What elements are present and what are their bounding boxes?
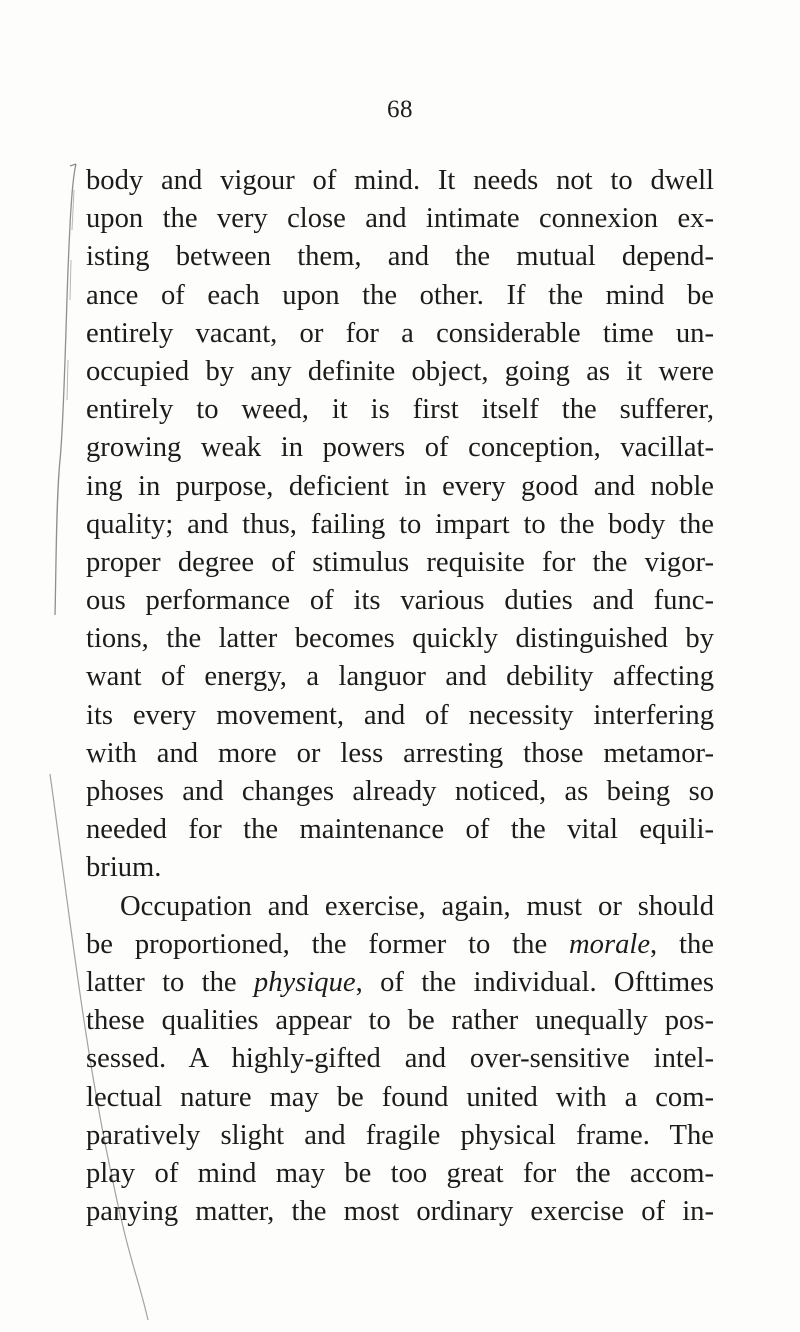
text-line: tions, the latter becomes quickly distinguished by — [86, 623, 714, 655]
body-text — [86, 162, 714, 1231]
text-run: be proportioned, the former to the — [86, 928, 570, 960]
text-line: with and more or less arresting those metamor- — [86, 737, 714, 769]
text-line: ous performance of its various duties and func- — [86, 585, 714, 617]
text-line: proper degree of stimulus requisite for the vigor- — [86, 546, 714, 578]
text-run: latter to the — [86, 966, 254, 998]
text-line: growing weak in powers of conception, vacillat- — [86, 432, 714, 464]
text-line: these qualities appear to be rather unequally pos- — [86, 1005, 714, 1037]
text-line: upon the very close and intimate connexion ex- — [86, 203, 714, 235]
margin-bracket-mark-upper — [54, 160, 84, 620]
text-line: ing in purpose, deficient in every good and noble — [86, 470, 714, 502]
text-line: needed for the maintenance of the vital equili- — [86, 814, 714, 846]
text-line: its every movement, and of necessity interfering — [86, 699, 714, 731]
text-line — [86, 964, 714, 1002]
text-run: , of the individual. Ofttimes — [355, 966, 714, 998]
text-line: paratively slight and fragile physical frame. The — [86, 1119, 714, 1151]
text-line: isting between them, and the mutual depend- — [86, 241, 714, 273]
text-line — [86, 926, 714, 964]
italic-term: physique — [253, 966, 356, 998]
text-line: lectual nature may be found united with a com- — [86, 1081, 714, 1113]
text-line: play of mind may be too great for the accom- — [86, 1157, 714, 1189]
text-line: brium. — [86, 852, 162, 884]
text-line: panying matter, the most ordinary exercise of in- — [86, 1196, 714, 1228]
text-line: entirely to weed, it is first itself the sufferer, — [86, 394, 714, 426]
text-line: entirely vacant, or for a considerable time un- — [86, 317, 714, 349]
text-line: phoses and changes already noticed, as being so — [86, 776, 714, 807]
text-line: sessed. A highly-gifted and over-sensitive intel- — [86, 1043, 714, 1075]
page-number: 68 — [387, 96, 413, 123]
text-line: quality; and thus, failing to impart to the body the — [86, 508, 714, 540]
text-line: occupied by any definite object, going as it were — [86, 355, 714, 387]
text-line: Occupation and exercise, again, must or should — [120, 890, 714, 922]
text-line: want of energy, a languor and debility affecting — [86, 661, 714, 693]
text-line: ance of each upon the other. If the mind be — [86, 279, 714, 311]
text-run: , the — [650, 928, 714, 960]
text-line: body and vigour of mind. It needs not to dwell — [86, 165, 714, 196]
italic-term: morale — [569, 928, 651, 960]
